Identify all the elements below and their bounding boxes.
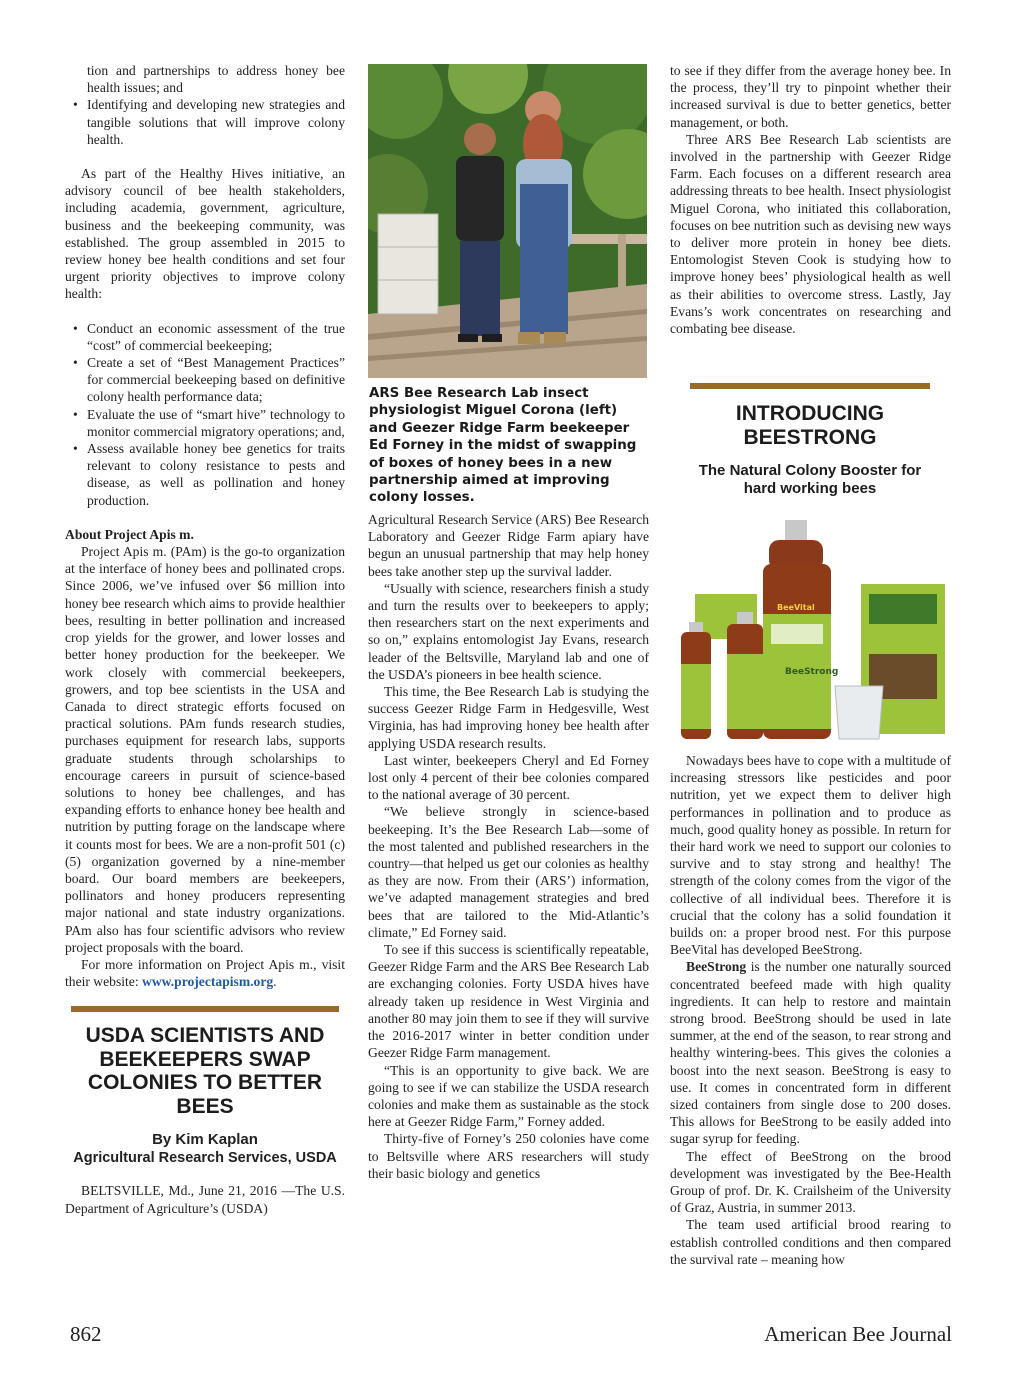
article-paragraph: Three ARS Bee Research Lab scientists are involved in the partnership with Geezer Ridge Farm. Each focuses on a different research area addressing threats to bee health. Insect physiologist Miguel Corona, who initiated this collaboration, focuses on bee nutrition such as devising new ways to deliver more protein in honey bee diets. Entomologist Steven Cook is studying how to improve honey bees’ physiological health as well as their abilities to overcome stress. Lastly, Jay Evans’s work concentrates on researching and combating bee disease.	[670, 131, 951, 337]
article-paragraph: This time, the Bee Research Lab is studying the success Geezer Ridge Farm in Hedgesville, West Virginia, has had improving honey bee health after applying USDA research results.	[368, 684, 649, 751]
article-paragraph: Last winter, beekeepers Cheryl and Ed Forney lost only 4 percent of their bee colonies compared to the national average of 30 percent.	[368, 752, 649, 803]
about-paragraph: Project Apis m. (PAm) is the go-to organization at the interface of honey bees and pollinated crops. Since 2006, we’ve infused over $6 million into honey bee research which aims to provide healthier bees, resulting in better pollination and increased crop yields for the grower, and lower losses and better honey production for the beekeeper. We work closely with commercial beekeepers, growers, and top bee scientists in the USA and Canada to direct strategic efforts focused on practical solutions. PAm funds research studies, purchases equipment for research labs, supports graduate students through scholarships to encourage careers in pursuit of science-based solutions to honey bee challenges, and has expanding efforts to enhance honey bee health and nutrition by putting forage on the landscape where it counts most for bees. We are a non-profit 501 (c) (5) organization governed by a nine-member board. Our board members are beekeepers, pollinators and honey producers representing major national and state industry organizations. PAm also has four scientific advisors who review project proposals with the board.	[65, 544, 345, 955]
product-image	[673, 514, 951, 746]
article-paragraph: The effect of BeeStrong on the brood development was investigated by the Bee-Health Group of prof. Dr. K. Crailsheim of the University of Graz, Austria, in summer 2013.	[670, 1148, 951, 1216]
more-info-paragraph: For more information on Project Apis m., visit their website: www.projectapism.org.	[65, 956, 345, 990]
article-paragraph: “This is an opportunity to give back. We are going to see if we can stabilize the USDA research colonies and make them as sustainable as the stock here at Geezer Ridge Farm,” Forney added.	[368, 1062, 649, 1130]
dateline-paragraph: BELTSVILLE, Md., June 21, 2016 —The U.S. Department of Agriculture’s (USDA)	[65, 1183, 345, 1216]
objectives-list	[65, 320, 345, 509]
photo-illustration	[368, 64, 647, 378]
column-right-top	[670, 62, 951, 337]
list-item: • Create a set of “Best Management Practices” for commercial beekeeping based on definitive colony health performance data;	[87, 354, 345, 406]
bullet-continuation: tion and partnerships to address honey bee health issues; and	[87, 63, 345, 96]
beestrong-header	[690, 383, 930, 498]
column-right-bottom	[670, 752, 951, 1268]
page-number: 862	[70, 1322, 102, 1346]
website-link[interactable]: www.projectapism.org	[142, 974, 274, 990]
article-paragraph: Nowadays bees have to cope with a multitude of increasing stressors like pesticides and poor nutrition, yet we expect them to deliver high performances in pollination and to produce as much, good quality honey as possible. In return for their hard work we need to support our colonies to survive and to stay strong and healthy! The strength of the colony comes from the vigor of the collective of all individual bees. Therefore it is crucial that the colony has a solid foundation it builds on: a proper brood nest. For this purpose BeeVital has developed BeeStrong.	[670, 753, 951, 958]
column-middle	[368, 511, 649, 1182]
section-divider	[690, 383, 930, 389]
list-item: • Evaluate the use of “smart hive” technology to monitor commercial migratory operations; and,	[87, 406, 345, 440]
article-paragraph: BeeStrong is the number one naturally sourced concentrated beefeed made with high quality ingredients. It can help to restore and maintain strong brood. BeeStrong should be used in late summer, at the end of the season, to rear strong and healthy wintering-bees. This gives the colonies a boost into the next season. BeeStrong is easy to use. It comes in concentrated form in different sized containers from single dose to 200 doses. This allows for BeeStrong to be easily added into sugar syrup for feeding.	[670, 959, 951, 1147]
product-illustration	[673, 514, 951, 746]
section-divider	[71, 1006, 339, 1012]
list-item: • Assess available honey bee genetics for traits relevant to colony resistance to pests and disease, as well as pollination and honey production.	[87, 440, 345, 509]
list-item: • Conduct an economic assessment of the true “cost” of commercial beekeeping;	[87, 320, 345, 354]
photo-caption: ARS Bee Research Lab insect physiologist Miguel Corona (left) and Geezer Ridge Farm beekeeper Ed Forney in the midst of swapping of boxes of honey bees in a new partnership aimed at improving colony losses.	[369, 386, 637, 506]
article-paragraph: “Usually with science, researchers finish a study and turn the results over to beekeepers to apply; then researchers start on the next experiments and so on,” explains entomologist Jay Evans, research leader of the Beltsville, Maryland lab and one of the USDA’s pioneers in bee health science.	[368, 580, 649, 682]
journal-name: American Bee Journal	[764, 1322, 952, 1346]
article-paragraph: to see if they differ from the average honey bee. In the process, they’ll try to pinpoint whether their increased survival is due to better genetics, better management, or both.	[670, 63, 951, 130]
usda-headline: USDA SCIENTISTS AND BEEKEEPERS SWAP COLONIES TO BETTER BEES	[85, 1024, 325, 1118]
article-paragraph: The team used artificial brood rearing to establish controlled conditions and then compared the survival rate – meaning how	[670, 1217, 951, 1267]
product-label-text: BeeStrong	[785, 667, 839, 677]
byline-name: By Kim Kaplan	[152, 1131, 258, 1149]
beestrong-subhead: The Natural Colony Booster for hard working bees	[698, 462, 922, 497]
article-paragraph: To see if this success is scientifically repeatable, Geezer Ridge Farm and the ARS Bee Research Lab are exchanging colonies. Forty USDA hives have already taken up residence in West Virginia and another 80 may join them to see if they will survive the 2016-2017 winter in better condition under Geezer Ridge Farm management.	[368, 942, 649, 1061]
list-item: • Identifying and developing new strategies and tangible solutions that will improve colony health.	[87, 96, 345, 148]
column-left	[65, 62, 345, 1217]
beestrong-bold: BeeStrong	[686, 959, 747, 975]
healthy-hives-paragraph: As part of the Healthy Hives initiative, an advisory council of bee health stakeholders, including academia, government, agriculture, business and the beekeeping community, was established. The group assembled in 2015 to review honey bee health conditions and set four urgent priority objectives to improve colony health:	[65, 166, 345, 302]
product-brand-text: BeeVital	[777, 603, 815, 612]
article-paragraph: “We believe strongly in science-based beekeeping. It’s the Bee Research Lab—some of the most talented and published researchers in the country—that helped us get our colonies as healthy as they are now. From their (ARS’) information, we’ve adapted management strategies and bred bees that are tailored to the Mid-Atlantic’s climate,” Ed Forney said.	[368, 804, 649, 940]
article-paragraph: Thirty-five of Forney’s 250 colonies have come to Beltsville where ARS researchers will study their basic biology and genetics	[368, 1131, 649, 1181]
beestrong-headline: INTRODUCING BEESTRONG	[735, 402, 885, 449]
farm-photo	[368, 64, 647, 378]
about-heading: About Project Apis m.	[65, 526, 194, 542]
byline-org: Agricultural Research Services, USDA	[73, 1150, 337, 1167]
initiative-list	[65, 96, 345, 148]
article-paragraph: Agricultural Research Service (ARS) Bee Research Laboratory and Geezer Ridge Farm apiary have begun an unusual partnership that may help honey bees take another step up the survival ladder.	[368, 512, 649, 579]
